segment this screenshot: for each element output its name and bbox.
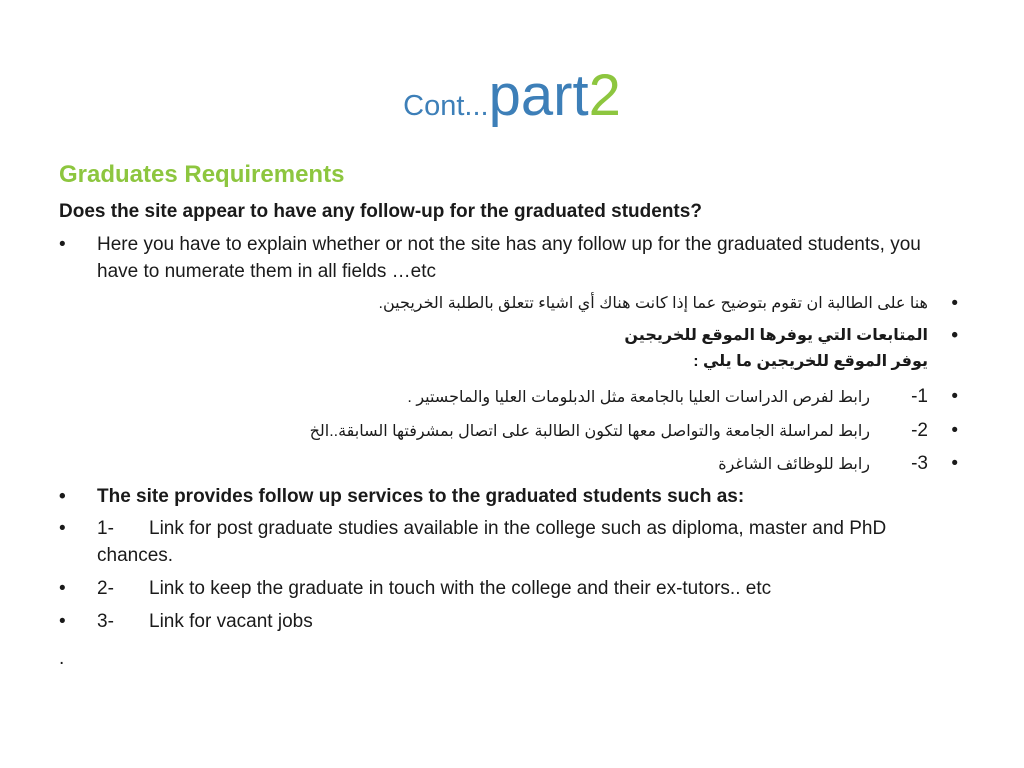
arabic-bullet-explain: [78, 291, 958, 317]
english-item-number: 3-: [97, 611, 114, 632]
bullet-icon: •: [951, 420, 958, 441]
summary-text: The site provides follow up services to the graduated students such as:: [97, 486, 745, 507]
section-heading: Graduates Requirements: [59, 161, 345, 188]
arabic-item-3: [78, 451, 958, 478]
bullet-icon: •: [59, 486, 66, 507]
bullet-icon: •: [59, 518, 66, 539]
arabic-heading-2: يوفر الموقع للخريجين ما يلي :: [693, 353, 928, 370]
title-prefix: Cont...: [403, 90, 489, 122]
bullet-icon: •: [59, 234, 66, 255]
intro-bullet: [59, 231, 959, 285]
arabic-item-2: [78, 418, 958, 445]
english-item-number: 2-: [97, 578, 114, 599]
bullet-icon: •: [59, 578, 66, 599]
intro-text: Here you have to explain whether or not the site has any follow up for the graduated students, you have to numerate them in all fields …etc: [97, 234, 921, 282]
bullet-icon: •: [951, 386, 958, 407]
english-item-text: Link for post graduate studies available in the college such as diploma, master and PhD chances.: [97, 518, 887, 566]
bullet-icon: •: [951, 453, 958, 474]
arabic-item-number: 2-: [911, 420, 928, 441]
slide-title: [0, 62, 1024, 129]
arabic-heading-1: المتابعات التي يوفرها الموقع للخريجين: [624, 327, 928, 344]
english-item-2: [59, 575, 959, 602]
bullet-icon: •: [951, 293, 958, 314]
english-item-text: Link to keep the graduate in touch with the college and their ex-tutors.. etc: [149, 578, 772, 599]
english-item-3: [59, 608, 959, 635]
english-item-number: 1-: [97, 518, 114, 539]
trailing-dot: .: [59, 648, 65, 669]
arabic-item-number: 3-: [911, 453, 928, 474]
arabic-explain-text: هنا على الطالبة ان تقوم بتوضيح عما إذا كانت هناك أي اشياء تتعلق بالطلبة الخريجين.: [378, 295, 928, 312]
summary-bullet: [59, 483, 959, 510]
arabic-item-text: رابط لمراسلة الجامعة والتواصل معها لتكون الطالبة على اتصال بمشرفتها السابقة..الخ: [309, 423, 870, 440]
title-main: part: [488, 63, 589, 128]
bullet-icon: •: [951, 325, 958, 346]
arabic-item-text: رابط لفرص الدراسات العليا بالجامعة مثل الدبلومات العليا والماجستير .: [407, 389, 870, 406]
bullet-icon: •: [59, 611, 66, 632]
english-item-text: Link for vacant jobs: [149, 611, 313, 632]
arabic-item-1: [78, 384, 958, 411]
english-item-1: [59, 515, 959, 569]
arabic-item-text: رابط للوظائف الشاغرة: [718, 456, 870, 473]
question-text: Does the site appear to have any follow-up for the graduated students?: [59, 201, 702, 222]
arabic-bullet-heading: [78, 323, 958, 375]
arabic-item-number: 1-: [911, 386, 928, 407]
title-number: 2: [588, 63, 621, 128]
